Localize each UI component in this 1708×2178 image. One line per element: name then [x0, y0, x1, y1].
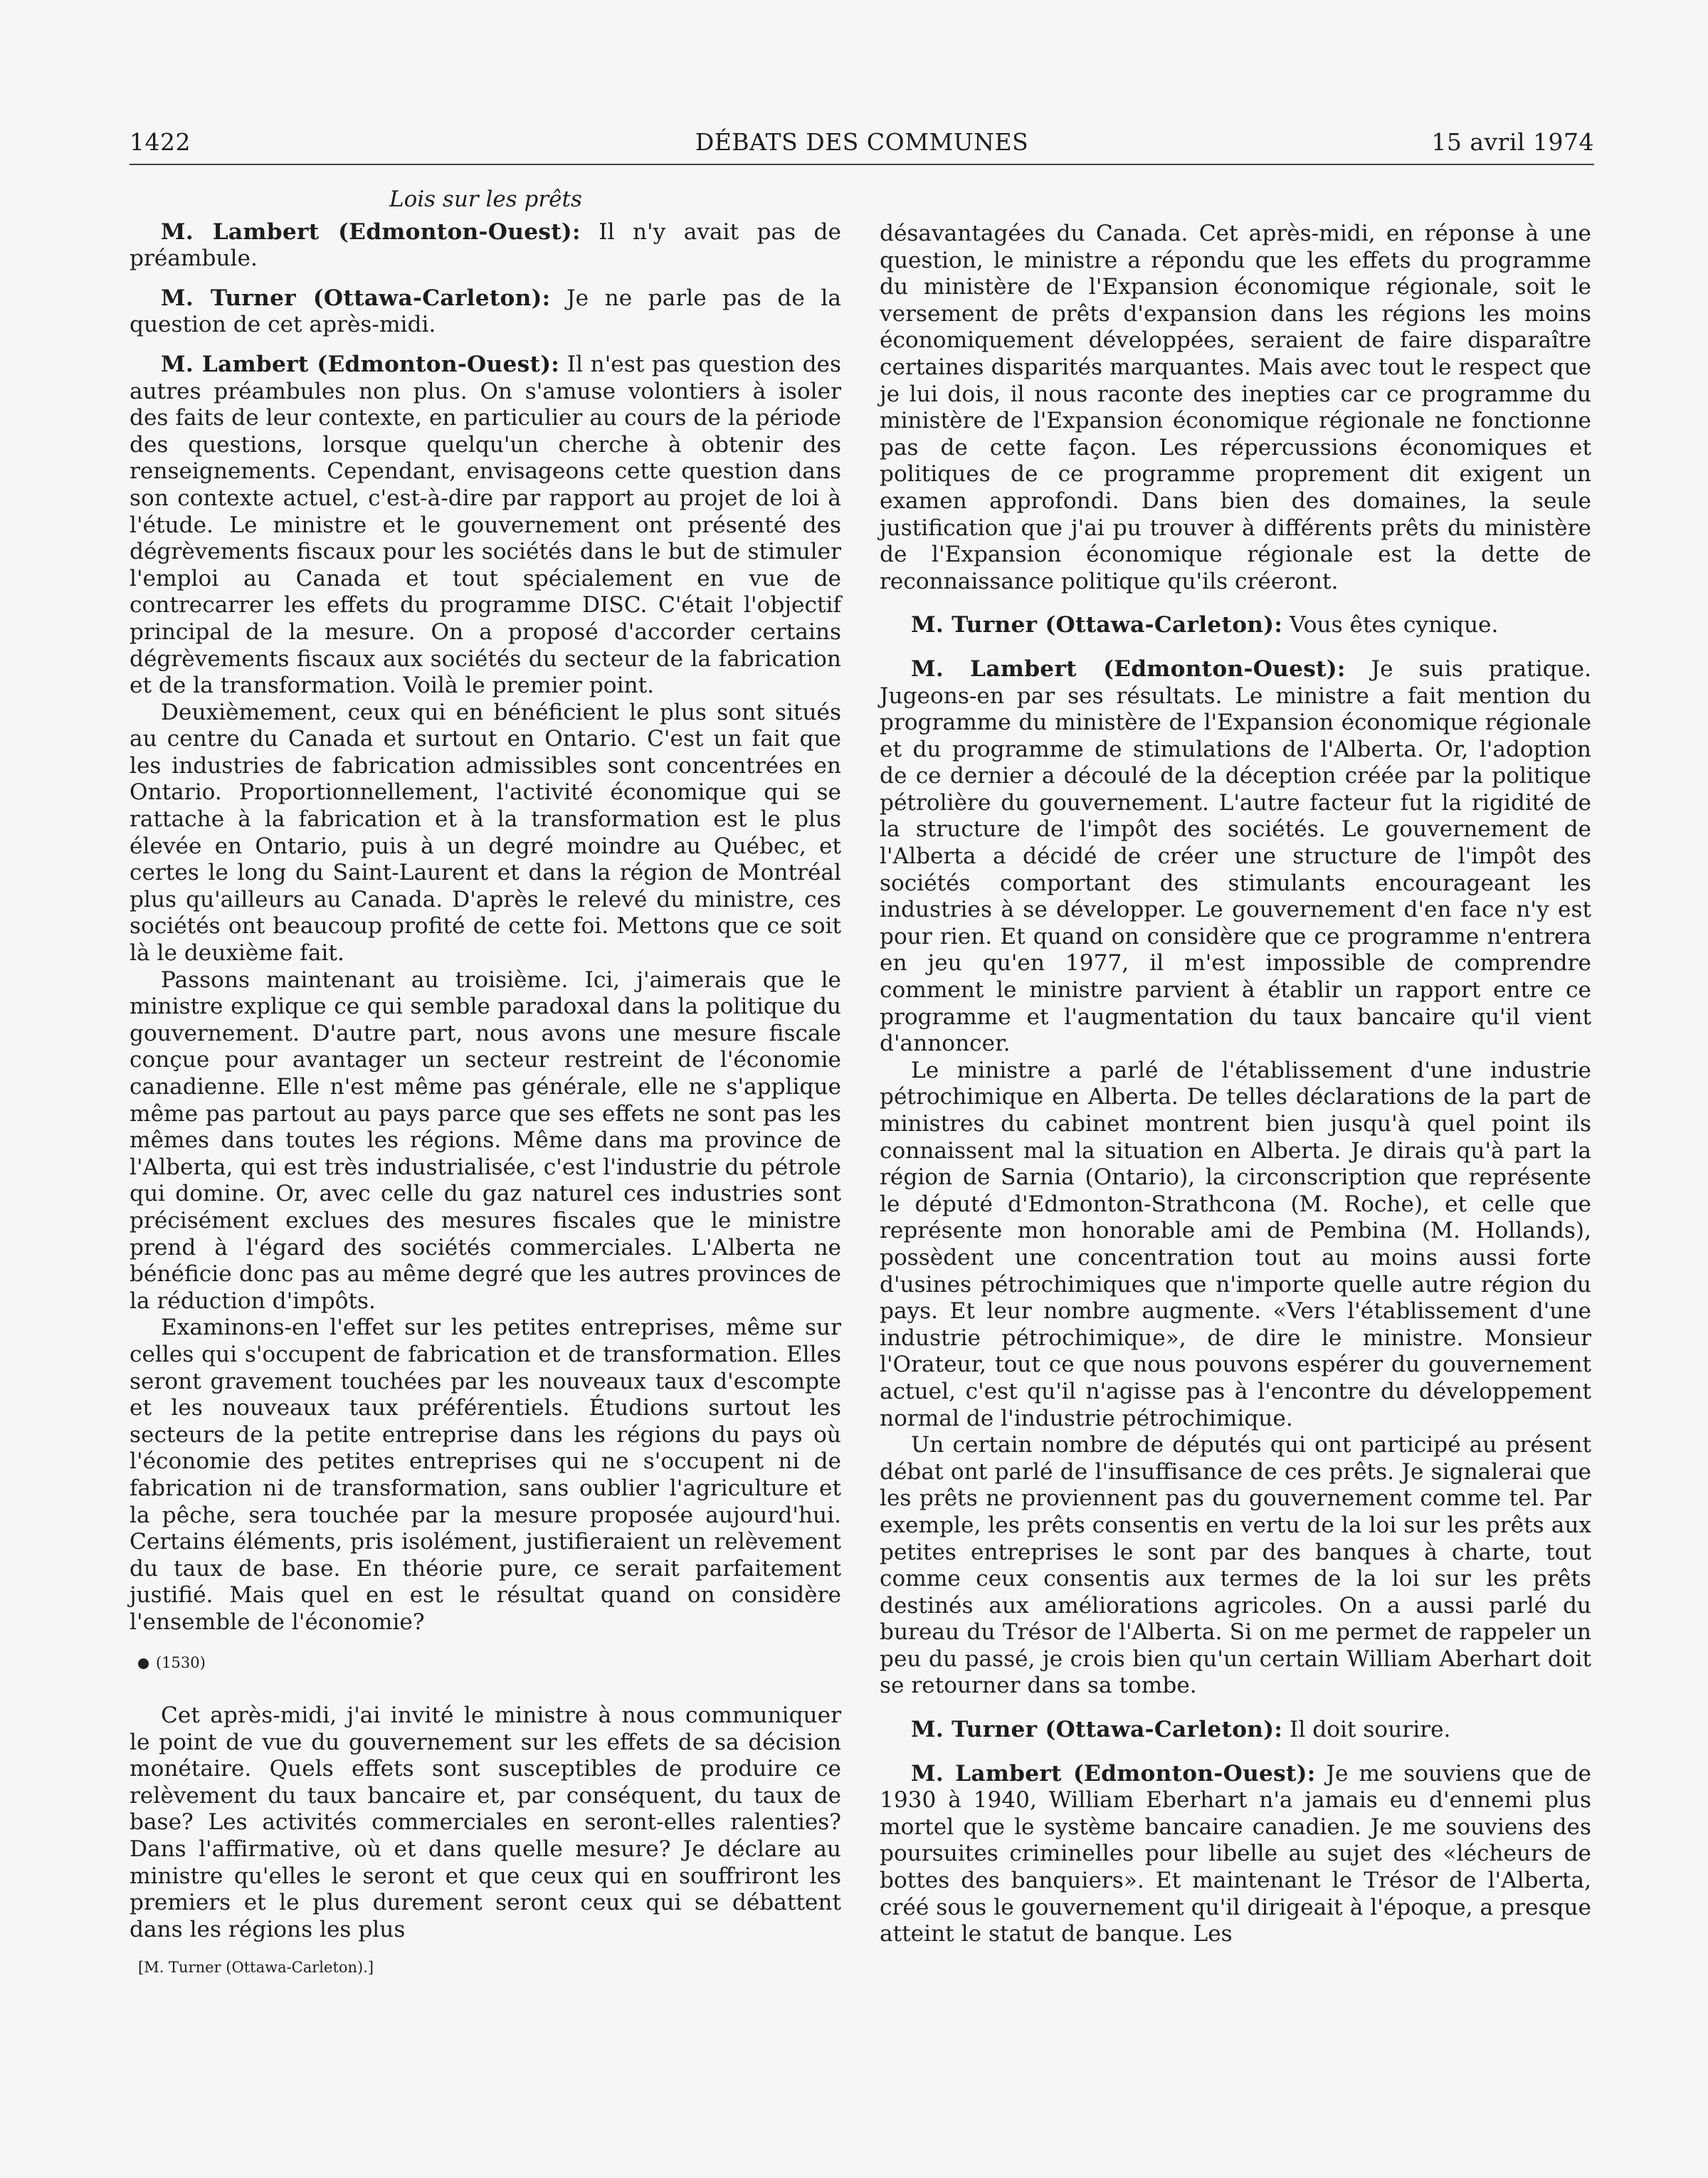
speech-text: Il doit sourire.: [1282, 1717, 1451, 1743]
speech-text: Il n'est pas question des autres préambules non plus. On s'amuse volontiers à isoler des faits de leur contexte, en particulier au cours de la période des questions, lorsque quelqu'un cherche à obtenir des renseignements. Cependant, envisageons cette question dans son contexte actuel, c'est-à-dire par rapport au projet de loi à l'étude. Le ministre et le gouvernement ont présenté des dégrèvements fiscaux pour les sociétés dans le but de stimuler l'emploi au Canada et tout spécialement en vue de contrecarrer les effets du programme DISC. C'était l'objectif principal de la mesure. On a proposé d'accorder certains dégrèvements fiscaux aux sociétés du secteur de la fabrication et de la transformation. Voilà le premier point.: [130, 351, 841, 699]
paragraph: désavantagées du Canada. Cet après-midi, en réponse à une question, le ministre a répondu que les effets du programme du ministère de l'Expansion économique régionale, soit le versement de prêts d'expansion dans les régions les moins économiquement développées, seraient de faire disparaître certaines disparités marquantes. Mais avec tout le respect que je lui dois, il nous raconte des inepties car ce programme du ministère de l'Expansion économique régionale ne fonctionne pas de cette façon. Les répercussions économiques et politiques de ce programme proprement dit exigent un examen approfondi. Dans bien des domaines, la seule justification que j'ai pu trouver à différents prêts du ministère de l'Expansion économique régionale est la dette de reconnaissance politique qu'ils créeront.: [880, 221, 1591, 594]
speaker-name: M. Lambert (Edmonton-Ouest):: [911, 1760, 1316, 1787]
paragraph: Un certain nombre de députés qui ont participé au présent débat ont parlé de l'insuffisance de ces prêts. Je signalerai que les prêts ne proviennent pas du gouvernement comme tel. Par exemple, les prêts consentis en vertu de la loi sur les prêts aux petites entreprises le sont par des banques à charte, tout comme ceux consentis aux termes de la loi sur les prêts destinés aux améliorations agricoles. On a aussi parlé du bureau du Trésor de l'Alberta. Si on me permet de rappeler un peu du passé, je crois bien qu'un certain William Aberhart doit se retourner dans sa tombe.: [880, 1432, 1591, 1699]
section-subhead: Lois sur les prêts: [389, 186, 582, 212]
right-column: [880, 221, 1591, 1948]
speaker-name: M. Turner (Ottawa-Carleton):: [911, 1717, 1283, 1743]
page-number: 1422: [130, 128, 191, 156]
speech-text: Je ne parle pas de la question de cet après-midi.: [130, 285, 841, 338]
publication-date: 15 avril 1974: [1431, 128, 1594, 156]
paragraph: Deuxièmement, ceux qui en bénéficient le plus sont situés au centre du Canada et surtout en Ontario. C'est un fait que les industries de fabrication admissibles sont concentrées en Ontario. Proportionnellement, l'activité économique qui se rattache à la fabrication et à la transformation est le plus élevée en Ontario, puis à un degré moindre au Québec, et certes le long du Saint-Laurent et dans la région de Montréal plus qu'ailleurs au Canada. D'après le relevé du ministre, ces sociétés ont beaucoup profité de cette foi. Mettons que ce soit là le deuxième fait.: [130, 699, 841, 967]
speaker-footnote: [M. Turner (Ottawa-Carleton).]: [138, 1959, 374, 1977]
paragraph: Cet après-midi, j'ai invité le ministre à nous communiquer le point de vue du gouvernement sur les effets de sa décision monétaire. Quels effets sont susceptibles de produire ce relèvement du taux bancaire et, par conséquent, du taux de base? Les activités commerciales en seront-elles ralenties? Dans l'affirmative, où et dans quelle mesure? Je déclare au ministre qu'elles le seront et que ceux qui en souffriront les premiers et le plus durement seront ceux qui se débattent dans les régions les plus: [130, 1703, 841, 1942]
paragraph: Le ministre a parlé de l'établissement d'une industrie pétrochimique en Alberta. De telles déclarations de la part de ministres du cabinet montrent bien jusqu'à quel point ils connaissent mal la situation en Alberta. Je dirais qu'à part la région de Sarnia (Ontario), la circonscription que représente le député d'Edmonton-Strathcona (M. Roche), et celle que représente mon honorable ami de Pembina (M. Hollands), possèdent une concentration tout au moins aussi forte d'usines pétrochimiques que n'importe quelle autre région du pays. Et leur nombre augmente. «Vers l'établissement d'une industrie pétrochimique», de dire le ministre. Monsieur l'Orateur, tout ce que nous pouvons espérer du gouvernement actuel, c'est qu'il n'agisse pas à l'encontre du développement normal de l'industrie pétrochimique.: [880, 1057, 1591, 1431]
speaker-name: M. Turner (Ottawa-Carleton):: [161, 285, 551, 311]
speech-text: Vous êtes cynique.: [1282, 612, 1499, 638]
speaker-name: M. Lambert (Edmonton-Ouest):: [911, 656, 1346, 682]
speaker-name: M. Lambert (Edmonton-Ouest):: [161, 351, 560, 377]
paragraph: [880, 612, 1591, 639]
paragraph: [880, 1717, 1591, 1744]
speaker-name: M. Lambert (Edmonton-Ouest):: [161, 219, 581, 245]
left-column: [130, 186, 841, 1982]
publication-title: DÉBATS DES COMMUNES: [695, 128, 1029, 156]
speaker-name: M. Turner (Ottawa-Carleton):: [911, 612, 1283, 638]
paragraph: [880, 656, 1591, 1058]
bullet-icon: [138, 1658, 149, 1669]
speech-text: Je suis pratique. Jugeons-en par ses résultats. Le ministre a fait mention du programme du ministère de l'Expansion économique régionale et du programme de stimulations de l'Alberta. Or, l'adoption de ce dernier a découlé de la déception créée par la politique pétrolière du gouvernement. L'autre facteur fut la rigidité de la structure de l'impôt des sociétés. Le gouvernement de l'Alberta a décidé de créer une structure de l'impôt des sociétés comportant des stimulants encourageant les industries à se développer. Le gouvernement d'en face n'y est pour rien. Et quand on considère que ce programme n'entrera en jeu qu'en 1977, il m'est impossible de comprendre comment le ministre parvient à établir un rapport entre ce programme et l'augmentation du taux bancaire qu'il vient d'annoncer.: [880, 656, 1591, 1057]
paragraph: [880, 1761, 1591, 1948]
paragraph: [130, 352, 841, 700]
paragraph: [130, 285, 841, 339]
timestamp-text: (1530): [156, 1654, 206, 1672]
paragraph: Examinons-en l'effet sur les petites entreprises, même sur celles qui s'occupent de fabrication et de transformation. Elles seront gravement touchées par les nouveaux taux d'escompte et les nouveaux taux préférentiels. Étudions surtout les secteurs de la petite entreprise dans les régions du pays où l'économie des petites entreprises qui ne s'occupent ni de fabrication ni de transformation, sans oublier l'agriculture et la pêche, sera touchée par la mesure proposée aujourd'hui. Certains éléments, pris isolément, justifieraient un relèvement du taux de base. En théorie pure, ce serait parfaitement justifié. Mais quel en est le résultat quand on considère l'ensemble de l'économie?: [130, 1315, 841, 1635]
paragraph: [130, 219, 841, 273]
speech-text: Il n'y avait pas de préambule.: [130, 219, 841, 272]
paragraph: Passons maintenant au troisième. Ici, j'aimerais que le ministre explique ce qui semble paradoxal dans la politique du gouvernement. D'autre part, nous avons une mesure fiscale conçue pour avantager un secteur restreint de l'économie canadienne. Elle n'est même pas générale, elle ne s'applique même pas partout au pays parce que ses effets ne sont pas les mêmes dans toutes les régions. Même dans ma province de l'Alberta, qui est très industrialisée, c'est l'industrie du pétrole qui domine. Or, avec celle du gaz naturel ces industries sont précisément exclues des mesures fiscales que le ministre prend à l'égard des sociétés commerciales. L'Alberta ne bénéficie donc pas au même degré que les autres provinces de la réduction d'impôts.: [130, 967, 841, 1314]
speech-text: Je me souviens que de 1930 à 1940, William Eberhart n'a jamais eu d'ennemi plus mortel que le système bancaire canadien. Je me souviens des poursuites criminelles pour libelle au sujet des «lécheurs de bottes des banquiers». Et maintenant le Trésor de l'Alberta, créé sous le gouvernement qu'il dirigeait à l'époque, a presque atteint le statut de banque. Les: [880, 1760, 1591, 1947]
page-header: [130, 127, 1594, 165]
timestamp: [130, 1650, 841, 1677]
